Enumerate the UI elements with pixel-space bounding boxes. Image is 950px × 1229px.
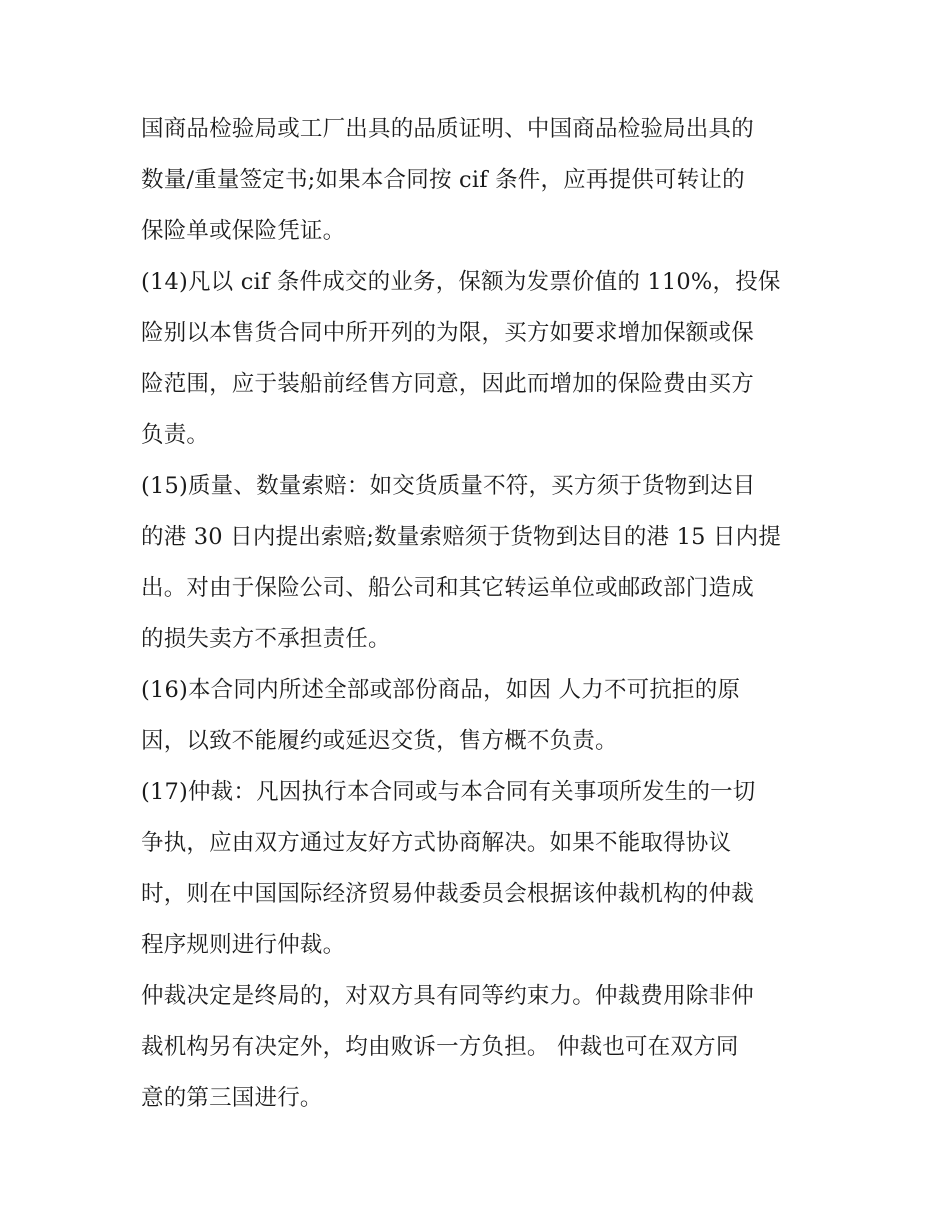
text-line: 裁机构另有决定外，均由败诉一方负担。 仲裁也可在双方同 — [141, 1034, 739, 1060]
text-line: 因，以致不能履约或延迟交货，售方概不负责。 — [141, 728, 618, 754]
text-line: 险范围，应于装船前经售方同意，因此而增加的保险费由买方 — [141, 371, 754, 397]
text-line: 时，则在中国国际经济贸易仲裁委员会根据该仲裁机构的仲裁 — [141, 881, 754, 907]
text-line: 的损失卖方不承担责任。 — [141, 626, 391, 652]
text-line: (16)本合同内所述全部或部份商品，如因 人力不可抗拒的原 — [141, 677, 741, 703]
text-line: 仲裁决定是终局的，对双方具有同等约束力。仲裁费用除非仲 — [141, 983, 754, 1009]
text-line: 程序规则进行仲裁。 — [141, 932, 346, 958]
text-line: 保险单或保险凭证。 — [141, 218, 346, 244]
text-line: 争执，应由双方通过友好方式协商解决。如果不能取得协议 — [141, 830, 732, 856]
text-line: 的港 30 日内提出索赔;数量索赔须于货物到达目的港 15 日内提 — [141, 524, 782, 550]
text-line: (14)凡以 cif 条件成交的业务，保额为发票价值的 110%，投保 — [141, 269, 781, 295]
document-body — [141, 104, 821, 1124]
text-line: (15)质量、数量索赔：如交货质量不符，买方须于货物到达目 — [141, 473, 756, 499]
text-line: 负责。 — [141, 422, 210, 448]
text-line: (17)仲裁：凡因执行本合同或与本合同有关事项所发生的一切 — [141, 779, 756, 805]
text-line: 数量/重量签定书;如果本合同按 cif 条件，应再提供可转让的 — [141, 167, 745, 193]
text-line: 国商品检验局或工厂出具的品质证明、中国商品检验局出具的 — [141, 116, 754, 142]
text-line: 出。对由于保险公司、船公司和其它转运单位或邮政部门造成 — [141, 575, 754, 601]
text-line: 险别以本售货合同中所开列的为限，买方如要求增加保额或保 — [141, 320, 754, 346]
text-line: 意的第三国进行。 — [141, 1085, 323, 1111]
